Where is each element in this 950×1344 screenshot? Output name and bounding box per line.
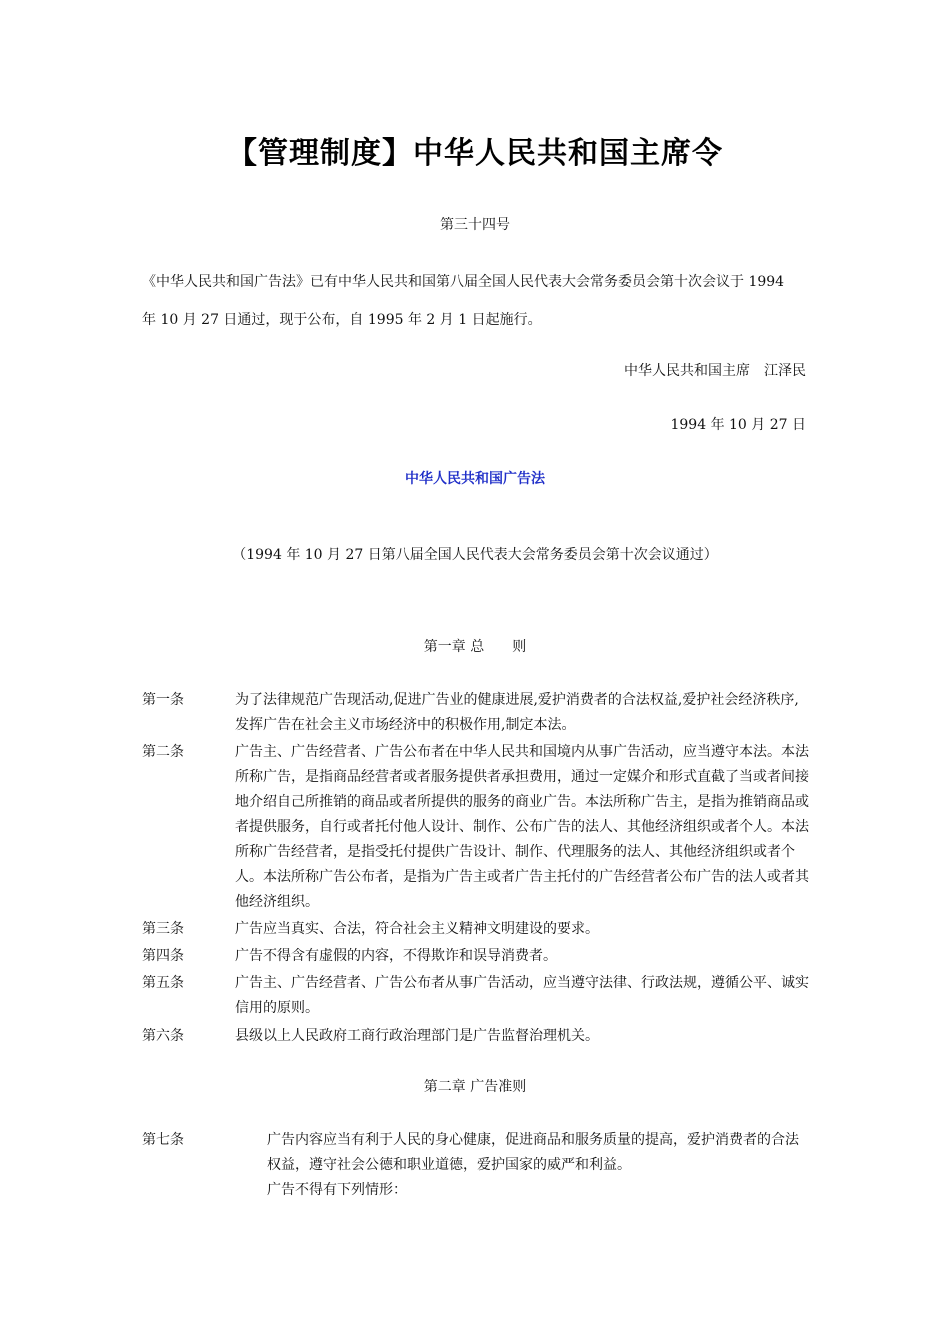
article-label: 第二条 xyxy=(142,744,184,760)
intro-line-2: 年 10 月 27 日通过，现于公布，自 1995 年 2 月 1 日起施行。 xyxy=(142,312,542,328)
chapter-1-heading: 第一章 总 则 xyxy=(423,639,527,655)
intro-line-1: 《中华人民共和国广告法》已有中华人民共和国第八届全国人民代表大会常务委员会第十次会议于 1994 xyxy=(142,274,785,290)
article-text: 广告不得含有虚假的内容，不得欺诈和误导消费者。 xyxy=(235,948,557,964)
signature-line: 中华人民共和国主席 江泽民 xyxy=(624,363,806,379)
article-label: 第一条 xyxy=(142,692,184,708)
article-label: 第三条 xyxy=(142,921,184,937)
intro-paragraph xyxy=(142,264,810,338)
article-label: 第四条 xyxy=(142,948,184,964)
article-text: 广告主、广告经营者、广告公布者从事广告活动，应当遵守法律、行政法规，遵循公平、诚实信用的原则。 xyxy=(235,975,809,1016)
article-4 xyxy=(142,944,810,969)
article-label: 第六条 xyxy=(142,1028,184,1044)
article-text: 为了法律规范广告现活动,促进广告业的健康进展,爱护消费者的合法权益,爱护社会经济秩序,发挥广告在社会主义市场经济中的积极作用,制定本法。 xyxy=(235,692,799,733)
article-label: 第五条 xyxy=(142,975,184,991)
decree-date: 1994 年 10 月 27 日 xyxy=(670,417,806,433)
page-title: 【管理制度】中华人民共和国主席令 xyxy=(227,136,723,171)
chapter-2-heading: 第二章 广告准则 xyxy=(423,1079,527,1095)
article-6 xyxy=(142,1024,810,1049)
article-text: 广告应当真实、合法，符合社会主义精神文明建设的要求。 xyxy=(235,921,599,937)
article-label: 第七条 xyxy=(142,1132,184,1148)
decree-number: 第三十四号 xyxy=(440,217,510,233)
article-3 xyxy=(142,917,810,942)
article-text: 广告主、广告经营者、广告公布者在中华人民共和国境内从事广告活动，应当遵守本法。本法所称广告，是指商品经营者或者服务提供者承担费用，通过一定媒介和形式直截了当或者间接地介绍自己所推销的商品或者所提供的服务的商业广告。本法所称广告主，是指为推销商品或者提供服务，自行或者托付他人设计、制作、公布广告的法人、其他经济组织或者个人。本法所称广告经营者，是指受托付提供广告设计、制作、代理服务的法人、其他经济组织或者个人。本法所称广告公布者，是指为广告主或者广告主托付的广告经营者公布广告的法人或者其他经济组织。 xyxy=(235,744,809,910)
article-2 xyxy=(142,740,810,915)
article-text: 广告内容应当有利于人民的身心健康，促进商品和服务质量的提高，爱护消费者的合法权益，遵守社会公德和职业道德，爱护国家的威严和利益。 xyxy=(267,1132,799,1173)
article-text: 县级以上人民政府工商行政治理部门是广告监督治理机关。 xyxy=(235,1028,599,1044)
law-title: 中华人民共和国广告法 xyxy=(405,471,545,487)
article-7 xyxy=(142,1128,810,1203)
article-5 xyxy=(142,971,810,1021)
adoption-note: （1994 年 10 月 27 日第八届全国人民代表大会常务委员会第十次会议通过） xyxy=(232,547,718,563)
article-1 xyxy=(142,688,810,738)
article-subtext: 广告不得有下列情形： xyxy=(267,1182,407,1198)
